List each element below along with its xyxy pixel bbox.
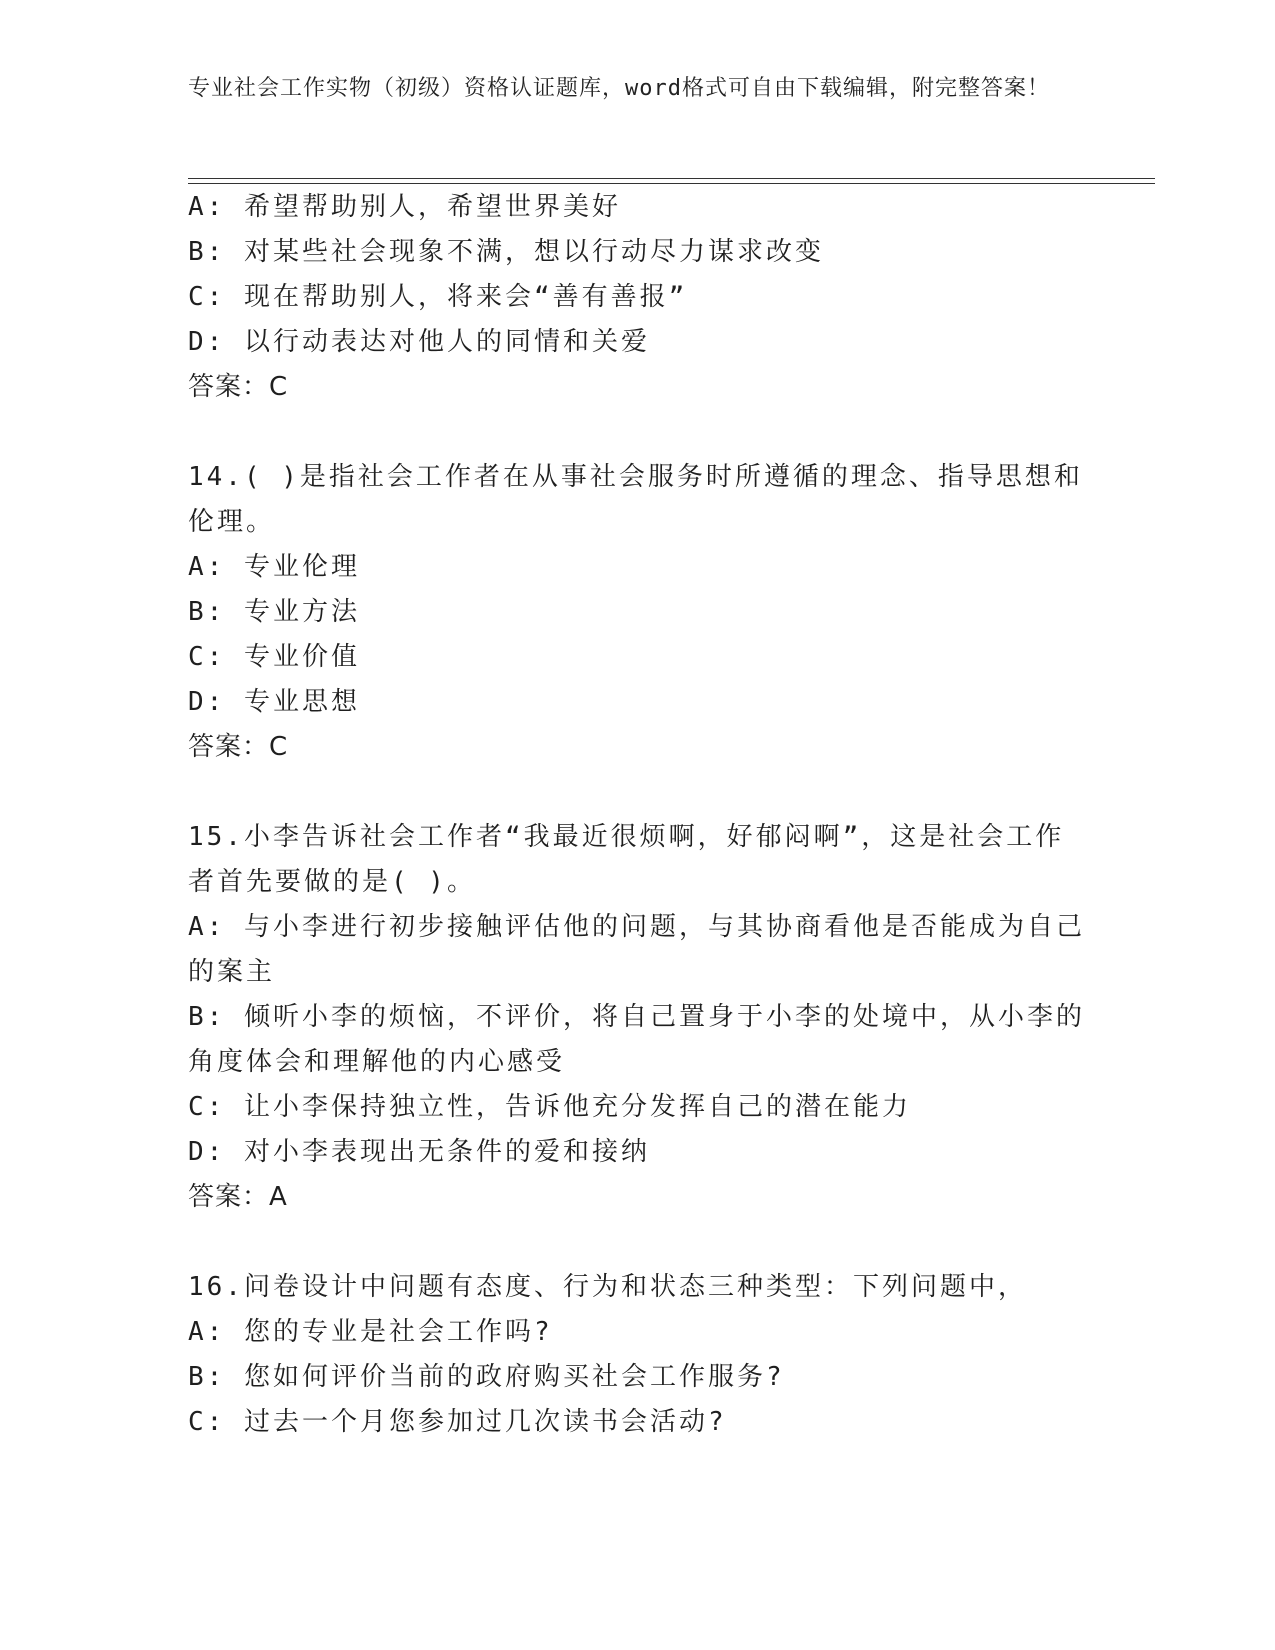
q14-option-c: C: 专业价值 [188,642,360,672]
q15-option-c: C: 让小李保持独立性，告诉他充分发挥自己的潜在能力 [188,1092,911,1122]
document-header: 专业社会工作实物（初级）资格认证题库，word格式可自由下载编辑，附完整答案！ [188,76,1050,101]
q15-option-a: A: 与小李进行初步接触评估他的问题，与其协商看他是否能成为自己 [188,912,1085,942]
q16-stem-line-1: 16.问卷设计中问题有态度、行为和状态三种类型：下列问题中， [188,1272,1027,1302]
q13-option-c: C: 现在帮助别人，将来会“善有善报” [188,282,688,312]
q15-option-b-cont: 角度体会和理解他的内心感受 [188,1047,566,1077]
q14-stem-line-1: 14.( )是指社会工作者在从事社会服务时所遵循的理念、指导思想和 [188,462,1083,492]
q15-stem-line-1: 15.小李告诉社会工作者“我最近很烦啊，好郁闷啊”，这是社会工作 [188,822,1065,852]
q14-option-d: D: 专业思想 [188,687,360,717]
q13-option-b: B: 对某些社会现象不满，想以行动尽力谋求改变 [188,237,824,267]
q14-answer: 答案：C [188,732,289,762]
q16-option-b: B: 您如何评价当前的政府购买社会工作服务? [188,1362,785,1392]
q16-option-c: C: 过去一个月您参加过几次读书会活动? [188,1407,727,1437]
q13-option-d: D: 以行动表达对他人的同情和关爱 [188,327,650,357]
q15-stem-line-2: 者首先要做的是( )。 [188,867,476,897]
q13-answer: 答案：C [188,372,289,402]
q14-option-b: B: 专业方法 [188,597,360,627]
q13-option-a: A: 希望帮助别人，希望世界美好 [188,192,621,222]
header-divider-top [188,178,1155,179]
q16-option-a: A: 您的专业是社会工作吗? [188,1317,553,1347]
q15-option-b: B: 倾听小李的烦恼，不评价，将自己置身于小李的处境中，从小李的 [188,1002,1085,1032]
q15-answer: 答案：A [188,1182,288,1212]
q14-stem-line-2: 伦理。 [188,507,276,537]
q15-option-d: D: 对小李表现出无条件的爱和接纳 [188,1137,650,1167]
q14-option-a: A: 专业伦理 [188,552,360,582]
q15-option-a-cont: 的案主 [188,957,276,987]
